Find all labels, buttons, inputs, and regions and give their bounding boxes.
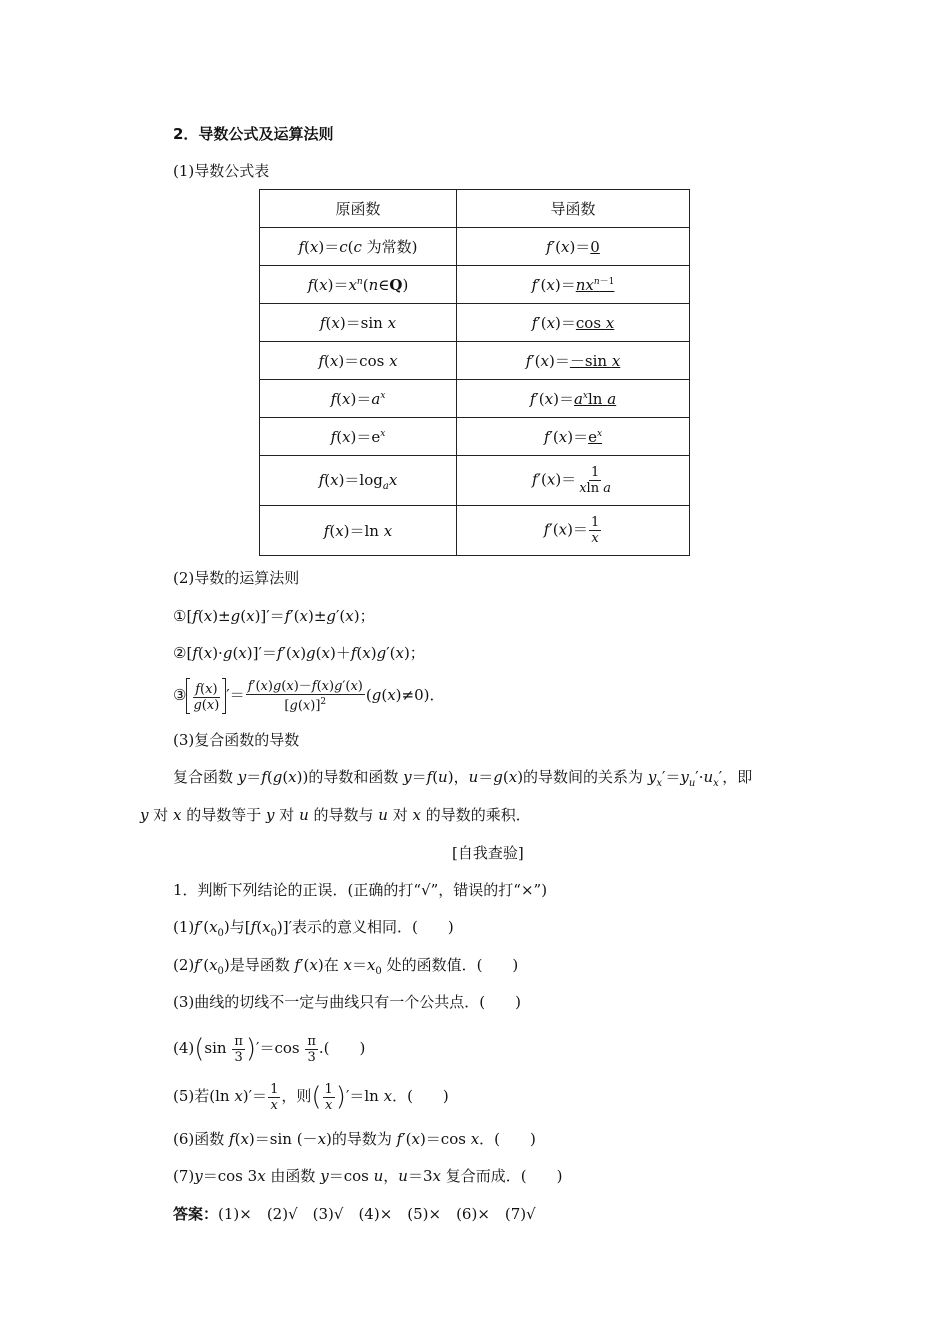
question-item: (5)若(ln x)′＝ $\frac{1}{x}$ ，则( $\frac{1}{x}$ )′＝ln x．( ) bbox=[173, 1081, 449, 1113]
table-cell: $f(x)=a^x$ bbox=[260, 380, 457, 418]
table-row bbox=[260, 418, 690, 456]
question-intro: 1．判断下列结论的正误．(正确的打“√”，错误的打“×”) bbox=[173, 881, 548, 899]
table-header-cell: 原函数 bbox=[260, 190, 457, 228]
table-cell: $f'(x)=e^x$ bbox=[457, 418, 690, 456]
rule-sum: ①[f(x)±g(x)]′＝f′(x)±g′(x)； bbox=[173, 607, 375, 625]
table-row bbox=[260, 266, 690, 304]
subheading-rules: (2)导数的运算法则 bbox=[173, 569, 300, 587]
table-header-cell: 导函数 bbox=[457, 190, 690, 228]
question-item: (4)(sin $\frac{\pi}{3}$ )′＝cos $\frac{\pi}{3}$ .( ) bbox=[173, 1033, 366, 1065]
table-row bbox=[260, 380, 690, 418]
answer-values: (1)× (2)√ (3)√ (4)× (5)× (6)× (7)√ bbox=[218, 1205, 536, 1223]
composite-paragraph-line1: 复合函数 y＝f(g(x))的导数和函数 y＝f(u)，u＝g(x)的导数间的关系为 $y_x'=y_u'\cdot u_x'$，即 bbox=[173, 768, 753, 789]
table-row bbox=[260, 304, 690, 342]
table-cell: f(x)＝sin x bbox=[260, 304, 457, 342]
table-cell: f′(x)＝ $\frac{1}{\text{xln a}}$ bbox=[457, 456, 690, 506]
table-cell: $f(x)=\log_ax$ bbox=[260, 456, 457, 506]
question-item: (6)函数 f(x)＝sin (－x)的导数为 f′(x)＝cos x．( ) bbox=[173, 1130, 536, 1148]
section-title: 2．导数公式及运算法则 bbox=[173, 125, 334, 143]
subheading-composite: (3)复合函数的导数 bbox=[173, 731, 300, 749]
answer-line bbox=[173, 1204, 536, 1224]
table-row bbox=[260, 228, 690, 266]
self-check-title: [自我查验] bbox=[452, 844, 524, 862]
table-header-row bbox=[260, 190, 690, 228]
table-cell: $f'(x)=nx^{n-1}$ bbox=[457, 266, 690, 304]
table-row bbox=[260, 342, 690, 380]
table-cell: f′(x)＝cos x bbox=[457, 304, 690, 342]
table-cell: f(x)＝ln x bbox=[260, 506, 457, 556]
table-cell: $f(x)=x^n(n\in Q)$ bbox=[260, 266, 457, 304]
question-item: $(1)f'(x_0)$与$[f(x_0)]'$表示的意义相同．( ) bbox=[173, 918, 454, 939]
composite-paragraph-line2: y 对 x 的导数等于 y 对 u 的导数与 u 对 x 的导数的乘积． bbox=[140, 806, 531, 824]
table-row bbox=[260, 506, 690, 556]
rule-quotient: ③ $\frac{f(x)}{g(x)}$ ′＝ $\frac{f'(x)g(x)-f(x)g'(x)}{[g(x)]^2}$ (g(x)≠0)． bbox=[173, 678, 445, 714]
table-row bbox=[260, 456, 690, 506]
question-item: (3)曲线的切线不一定与曲线只有一个公共点．( ) bbox=[173, 993, 521, 1011]
subheading-formula-table: (1)导数公式表 bbox=[173, 162, 270, 180]
table-cell: f′(x)＝－sin x bbox=[457, 342, 690, 380]
table-cell: $f(x)=e^x$ bbox=[260, 418, 457, 456]
table-cell: $f'(x)=a^x\ln$ a bbox=[457, 380, 690, 418]
table-cell: f′(x)＝0 bbox=[457, 228, 690, 266]
table-cell: f(x)＝cos x bbox=[260, 342, 457, 380]
table-cell: f(x)＝c(c 为常数) bbox=[260, 228, 457, 266]
question-item: $(2)f'(x_0)$是导函数 f′(x)在 $x=x_0$ 处的函数值．( ) bbox=[173, 956, 519, 977]
derivative-formula-table bbox=[259, 189, 690, 556]
table-cell: f′(x)＝ $\frac{1}{x}$ bbox=[457, 506, 690, 556]
answer-label: 答案： bbox=[173, 1205, 219, 1223]
rule-product: ②[f(x)·g(x)]′＝f′(x)g(x)＋f(x)g′(x)； bbox=[173, 644, 425, 662]
question-item: (7)y＝cos 3x 由函数 y＝cos u，u＝3x 复合而成．( ) bbox=[173, 1167, 563, 1185]
